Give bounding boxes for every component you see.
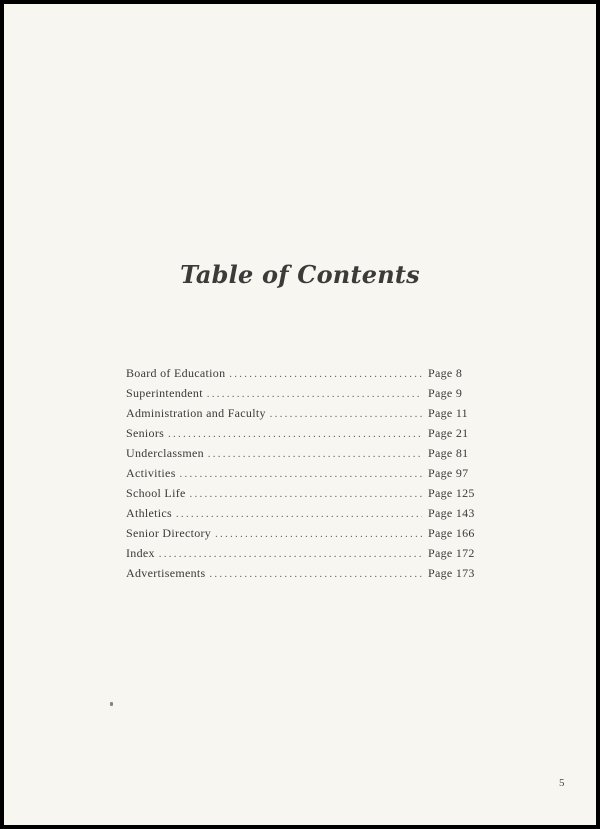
toc-entry-administration-and-faculty bbox=[126, 406, 480, 426]
dot-leader bbox=[190, 486, 422, 501]
toc-entry-superintendent bbox=[126, 386, 480, 406]
toc-entry-athletics bbox=[126, 506, 480, 526]
toc-entry-advertisements bbox=[126, 566, 480, 586]
toc-entry-activities bbox=[126, 466, 480, 486]
toc-entry-label: Athletics bbox=[126, 506, 173, 520]
toc-entry-label: Index bbox=[126, 546, 155, 560]
toc-entry-label: Seniors bbox=[126, 426, 165, 440]
toc-entry-label: Senior Directory bbox=[126, 526, 212, 540]
toc-entry-page: Page 8 bbox=[428, 366, 463, 380]
toc-entry-page: Page 97 bbox=[428, 466, 469, 480]
toc-entry-index bbox=[126, 546, 480, 566]
paper-speck bbox=[110, 702, 113, 706]
toc-entry-page: Page 125 bbox=[428, 486, 475, 500]
dot-leader bbox=[168, 426, 422, 441]
toc-entry-page: Page 173 bbox=[428, 566, 475, 580]
dot-leader bbox=[208, 446, 422, 461]
toc-entry-label: Underclassmen bbox=[126, 446, 204, 460]
toc-entry-label: School Life bbox=[126, 486, 186, 500]
toc-entry-label: Administration and Faculty bbox=[126, 406, 266, 420]
toc-entry-page: Page 172 bbox=[428, 546, 475, 560]
table-of-contents bbox=[126, 366, 480, 586]
toc-entry-page: Page 143 bbox=[428, 506, 475, 520]
toc-entry-senior-directory bbox=[126, 526, 480, 546]
toc-entry-page: Page 11 bbox=[428, 406, 468, 420]
page-title: Table of Contents bbox=[180, 260, 420, 289]
dot-leader bbox=[270, 406, 422, 421]
dot-leader bbox=[215, 526, 422, 541]
toc-entry-label: Board of Education bbox=[126, 366, 226, 380]
dot-leader bbox=[229, 366, 422, 381]
toc-entry-page: Page 21 bbox=[428, 426, 469, 440]
toc-entry-page: Page 81 bbox=[428, 446, 469, 460]
toc-entry-label: Advertisements bbox=[126, 566, 206, 580]
dot-leader bbox=[210, 566, 422, 581]
toc-entry-school-life bbox=[126, 486, 480, 506]
document-page bbox=[4, 4, 596, 825]
dot-leader bbox=[159, 546, 422, 561]
dot-leader bbox=[180, 466, 422, 481]
toc-entry-board-of-education bbox=[126, 366, 480, 386]
toc-entry-underclassmen bbox=[126, 446, 480, 466]
toc-entry-seniors bbox=[126, 426, 480, 446]
dot-leader bbox=[176, 506, 422, 521]
dot-leader bbox=[207, 386, 422, 401]
toc-entry-label: Superintendent bbox=[126, 386, 203, 400]
page-number: 5 bbox=[559, 777, 565, 789]
toc-entry-page: Page 9 bbox=[428, 386, 463, 400]
toc-entry-label: Activities bbox=[126, 466, 176, 480]
toc-entry-page: Page 166 bbox=[428, 526, 475, 540]
